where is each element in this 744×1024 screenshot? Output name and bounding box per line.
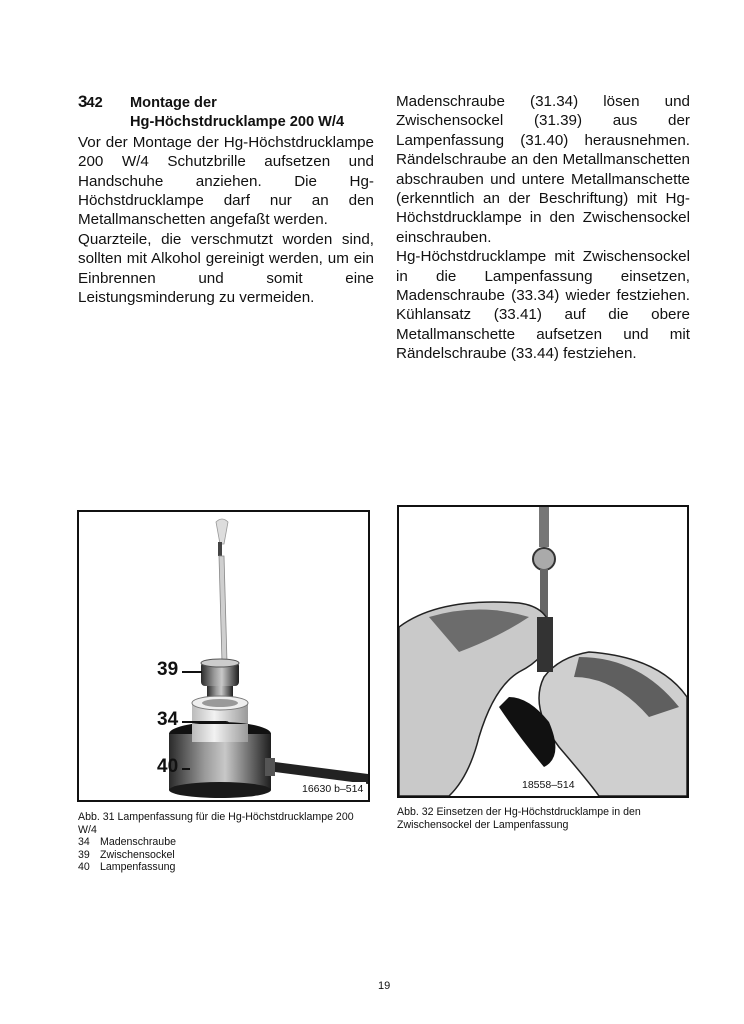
figure-31-id: 16630 b–514 <box>299 782 366 796</box>
callout-39: 39 <box>157 659 179 680</box>
figure-32-photo <box>397 505 689 798</box>
left-paragraph-1: Vor der Montage der Hg-Höchstdrucklampe 200 W/4 Schutzbrille aufsetzen und Handschuhe anziehen. Die Hg-Höchstdrucklampe darf nur an den Metallmanschetten angefaßt werden. <box>78 133 374 229</box>
legend-item <box>78 849 368 862</box>
legend-number: 40 <box>78 861 90 874</box>
legend-number: 39 <box>78 848 90 861</box>
figure-31-photo <box>77 510 370 802</box>
callout-34: 34 <box>157 709 179 730</box>
legend-label: Zwischensockel <box>100 848 175 861</box>
section-number-major: 3 <box>78 92 87 111</box>
section-heading <box>78 92 374 133</box>
section-title-line2: Hg-Höchstdrucklampe 200 W/4 <box>130 114 345 131</box>
right-column <box>396 92 690 364</box>
right-paragraph-1: Madenschraube (31.34) lösen und Zwischensockel (31.39) aus der Lampenfassung (31.40) herausnehmen. Rändelschraube an den Metallmanschetten abschrauben und untere Metallmanschette (erkenntlich an der Beschriftung) mit Hg-Höchstdrucklampe in den Zwischensockel einschrauben. <box>396 93 690 246</box>
callout-40: 40 <box>157 756 179 777</box>
section-number-minor: 42 <box>86 95 103 111</box>
figure-32-caption-title: Abb. 32 Einsetzen der Hg-Höchstdrucklampe in den Zwischensockel der Lampenfassung <box>397 806 641 831</box>
legend-label: Madenschraube <box>100 836 176 849</box>
page-number: 19 <box>378 980 391 992</box>
section-title-line1: Montage der <box>130 95 217 111</box>
figure-32-id: 18558–514 <box>522 779 575 791</box>
figure-31-caption <box>78 811 368 874</box>
left-paragraph-2: Quarzteile, die verschmutzt worden sind, sollten mit Alkohol gereinigt werden, um ein Einbrennen und somit eine Leistungsminderung zu vermeiden. <box>78 230 374 307</box>
section-number <box>78 92 130 113</box>
left-column <box>78 92 374 307</box>
legend-number: 34 <box>78 836 90 849</box>
right-paragraph-2: Hg-Höchstdrucklampe mit Zwischensockel in die Lampenfassung einsetzen, Madenschraube (33.34) wieder festziehen. Kühlansatz (33.41) auf die obere Metallmanschette aufsetzen und mit Rändelschraube (33.44) festziehen. <box>396 248 690 363</box>
figure-32-caption <box>397 806 697 831</box>
figure-31-legend <box>78 836 368 874</box>
lamp-socket-illustration <box>79 512 368 800</box>
figure-31-caption-title: Abb. 31 Lampenfassung für die Hg-Höchstdrucklampe 200 W/4 <box>78 811 354 836</box>
leader-line-40 <box>182 768 190 770</box>
legend-item <box>78 861 368 874</box>
gloved-hands-illustration <box>399 507 687 796</box>
leader-line-34 <box>182 721 226 723</box>
legend-item <box>78 836 368 849</box>
legend-label: Lampenfassung <box>100 861 176 874</box>
leader-line-39 <box>182 671 202 673</box>
